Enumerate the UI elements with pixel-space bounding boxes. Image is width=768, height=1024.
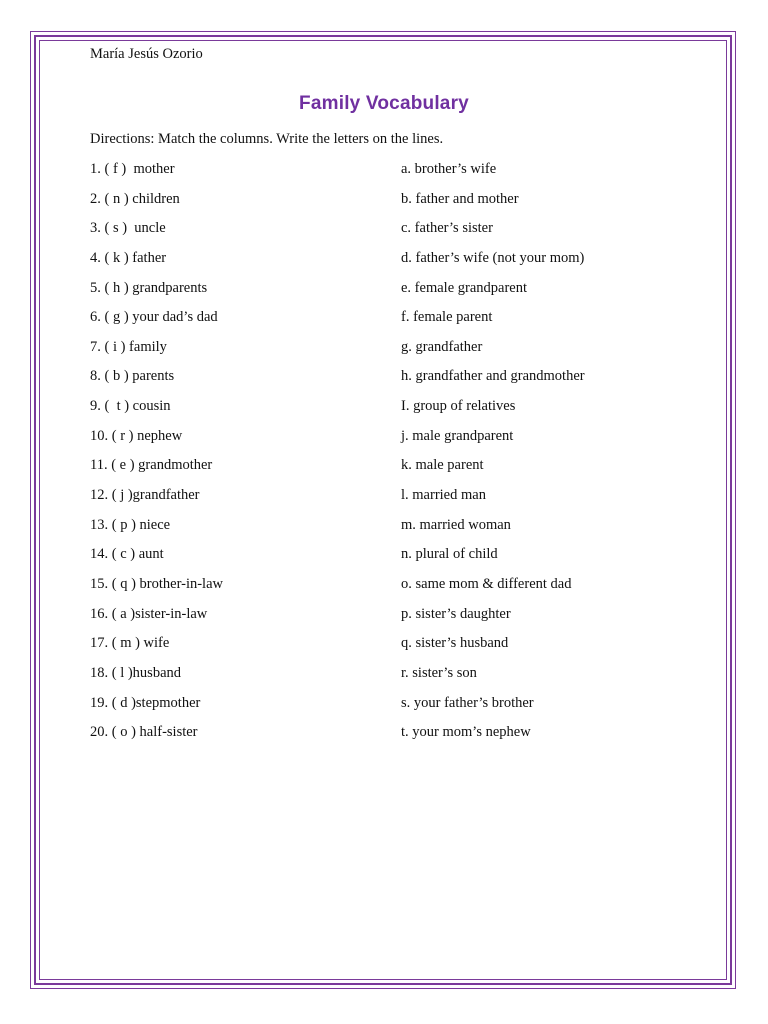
answer-item: g. grandfather [401, 338, 483, 355]
answer-item: q. sister’s husband [401, 635, 509, 652]
question-item: 8. ( b ) parents [90, 368, 175, 385]
questions-column [90, 159, 380, 752]
answer-item: c. father’s sister [401, 220, 493, 237]
answer-item: e. female grandparent [401, 279, 527, 296]
answers-column [401, 159, 721, 752]
answer-item: t. your mom’s nephew [401, 724, 531, 741]
question-item: 18. ( l )husband [90, 664, 182, 681]
answer-item: h. grandfather and grandmother [401, 368, 585, 385]
answer-item: k. male parent [401, 457, 484, 474]
question-item: 10. ( r ) nephew [90, 427, 183, 444]
answer-item: j. male grandparent [401, 427, 514, 444]
answer-item: d. father’s wife (not your mom) [401, 249, 585, 266]
answer-item: s. your father’s brother [401, 694, 534, 711]
question-item: 1. ( f ) mother [90, 161, 175, 177]
question-item: 11. ( e ) grandmother [90, 457, 213, 474]
question-item: 7. ( i ) family [90, 338, 167, 355]
answer-item: m. married woman [401, 516, 511, 533]
question-item: 14. ( c ) aunt [90, 546, 164, 563]
page-title: Family Vocabulary [299, 93, 469, 114]
author-name: María Jesús Ozorio [90, 46, 203, 62]
question-item: 17. ( m ) wife [90, 635, 170, 652]
answer-item: l. married man [401, 487, 486, 504]
question-item: 20. ( o ) half-sister [90, 724, 198, 741]
answer-item: r. sister’s son [401, 664, 477, 681]
question-item: 16. ( a )sister-in-law [90, 605, 208, 622]
question-item: 13. ( p ) niece [90, 516, 171, 533]
question-item: 5. ( h ) grandparents [90, 279, 208, 296]
answer-item: f. female parent [401, 309, 493, 326]
answer-item: p. sister’s daughter [401, 605, 511, 622]
question-item: 19. ( d )stepmother [90, 694, 201, 711]
directions-text: Directions: Match the columns. Write the letters on the lines. [90, 131, 444, 147]
question-item: 15. ( q ) brother-in-law [90, 575, 223, 592]
answer-item: a. brother’s wife [401, 161, 497, 177]
answer-item: o. same mom & different dad [401, 575, 572, 592]
question-item: 12. ( j )grandfather [90, 487, 200, 504]
question-item: 9. ( t ) cousin [90, 398, 171, 415]
question-item: 4. ( k ) father [90, 249, 167, 266]
question-item: 3. ( s ) uncle [90, 220, 166, 237]
answer-item: I. group of relatives [401, 398, 516, 415]
question-item: 6. ( g ) your dad’s dad [90, 309, 218, 326]
question-item: 2. ( n ) children [90, 190, 180, 207]
answer-item: b. father and mother [401, 190, 519, 207]
answer-item: n. plural of child [401, 546, 498, 563]
